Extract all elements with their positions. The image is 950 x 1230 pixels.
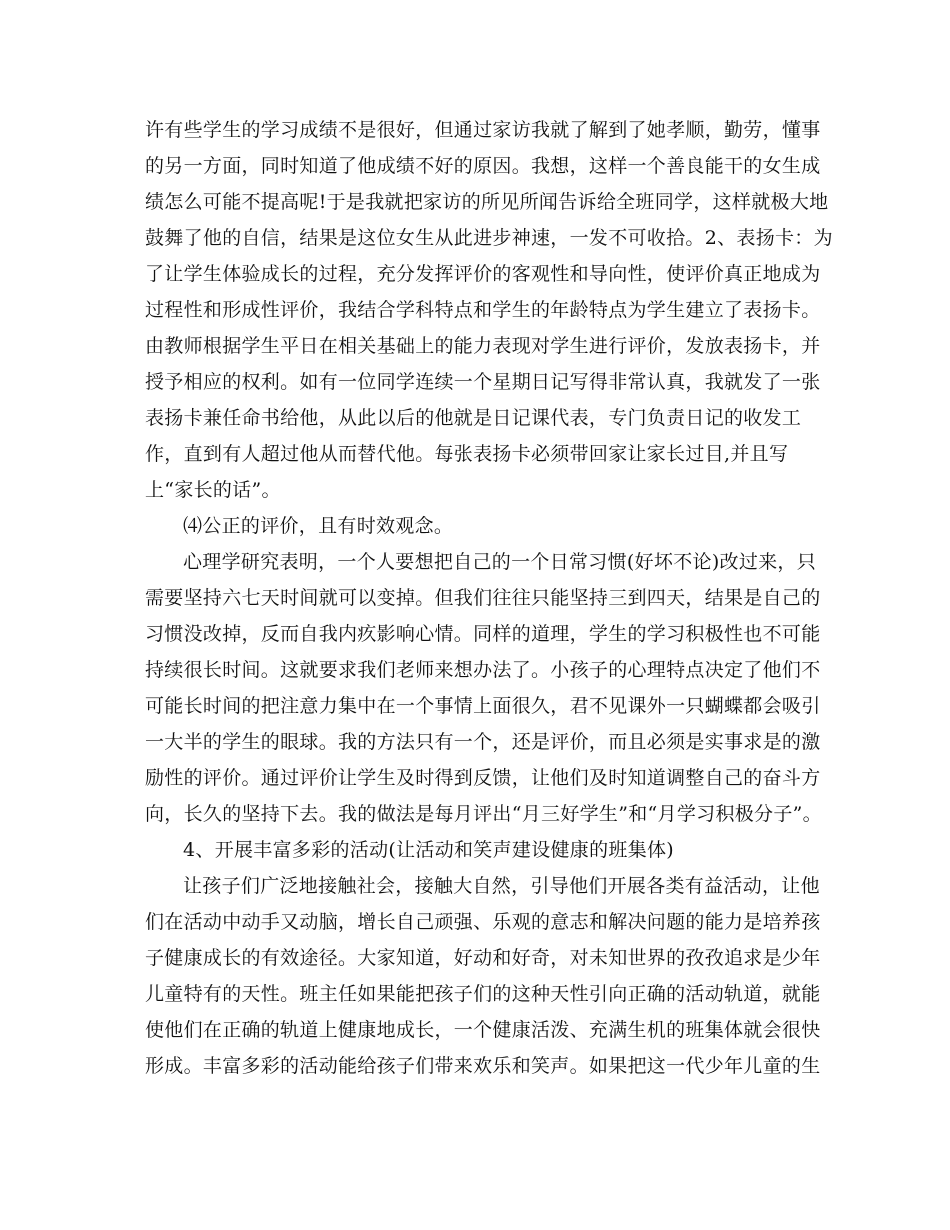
paragraph-line: 授予相应的权利。如有一位同学连续一个星期日记写得非常认真，我就发了一张 xyxy=(145,371,821,393)
paragraph-line: 让孩子们广泛地接触社会，接触大自然，引导他们开展各类有益活动，让他 xyxy=(183,875,820,897)
paragraph-line: 们在活动中动手又动脑，增长自己顽强、乐观的意志和解决问题的能力是培养孩 xyxy=(145,911,821,933)
paragraph-line: 儿童特有的天性。班主任如果能把孩子们的这种天性引向正确的活动轨道，就能 xyxy=(145,983,821,1005)
paragraph-line: 鼓舞了他的自信，结果是这位女生从此进步神速，一发不可收拾。2、表扬卡：为 xyxy=(145,227,833,249)
paragraph-line: 使他们在正确的轨道上健康地成长，一个健康活泼、充满生机的班集体就会很快 xyxy=(145,1019,821,1041)
section-heading: 4、开展丰富多彩的活动(让活动和笑声建设健康的班集体) xyxy=(183,839,675,861)
paragraph-line: 许有些学生的学习成绩不是很好，但通过家访我就了解到了她孝顺，勤劳，懂事 xyxy=(145,119,821,141)
paragraph-line: 上“家长的话”。 xyxy=(145,479,281,501)
paragraph-line: 向，长久的坚持下去。我的做法是每月评出“月三好学生”和“月学习积极分子”。 xyxy=(145,803,822,825)
paragraph-line: 心理学研究表明，一个人要想把自己的一个日常习惯(好坏不论)改过来，只 xyxy=(183,551,817,573)
paragraph-line: 子健康成长的有效途径。大家知道，好动和好奇，对未知世界的孜孜追求是少年 xyxy=(145,947,821,969)
paragraph-line: 了让学生体验成长的过程，充分发挥评价的客观性和导向性，使评价真正地成为 xyxy=(145,263,821,285)
paragraph-line: 形成。丰富多彩的活动能给孩子们带来欢乐和笑声。如果把这一代少年儿童的生 xyxy=(145,1055,821,1077)
paragraph-line: 的另一方面，同时知道了他成绩不好的原因。我想，这样一个善良能干的女生成 xyxy=(145,155,821,177)
paragraph-line: 持续很长时间。这就要求我们老师来想办法了。小孩子的心理特点决定了他们不 xyxy=(145,659,821,681)
paragraph-line: 需要坚持六七天时间就可以变掉。但我们往往只能坚持三到四天，结果是自己的 xyxy=(145,587,821,609)
paragraph-line: 励性的评价。通过评价让学生及时得到反馈，让他们及时知道调整自己的奋斗方 xyxy=(145,767,821,789)
paragraph-line: 可能长时间的把注意力集中在一个事情上面很久，君不见课外一只蝴蝶都会吸引 xyxy=(145,695,821,717)
paragraph-line: 绩怎么可能不提高呢!于是我就把家访的所见所闻告诉给全班同学，这样就极大地 xyxy=(145,191,829,213)
paragraph-line: 过程性和形成性评价，我结合学科特点和学生的年龄特点为学生建立了表扬卡。 xyxy=(145,299,821,321)
section-heading: ⑷公正的评价，且有时效观念。 xyxy=(183,515,454,537)
paragraph-line: 作，直到有人超过他从而替代他。每张表扬卡必须带回家让家长过目,并且写 xyxy=(145,443,789,465)
paragraph-line: 习惯没改掉，反而自我内疚影响心情。同样的道理，学生的学习积极性也不可能 xyxy=(145,623,821,645)
paragraph-line: 由教师根据学生平日在相关基础上的能力表现对学生进行评价，发放表扬卡，并 xyxy=(145,335,821,357)
paragraph-line: 表扬卡兼任命书给他，从此以后的他就是日记课代表，专门负责日记的收发工 xyxy=(145,407,802,429)
paragraph-line: 一大半的学生的眼球。我的方法只有一个，还是评价，而且必须是实事求是的激 xyxy=(145,731,821,753)
